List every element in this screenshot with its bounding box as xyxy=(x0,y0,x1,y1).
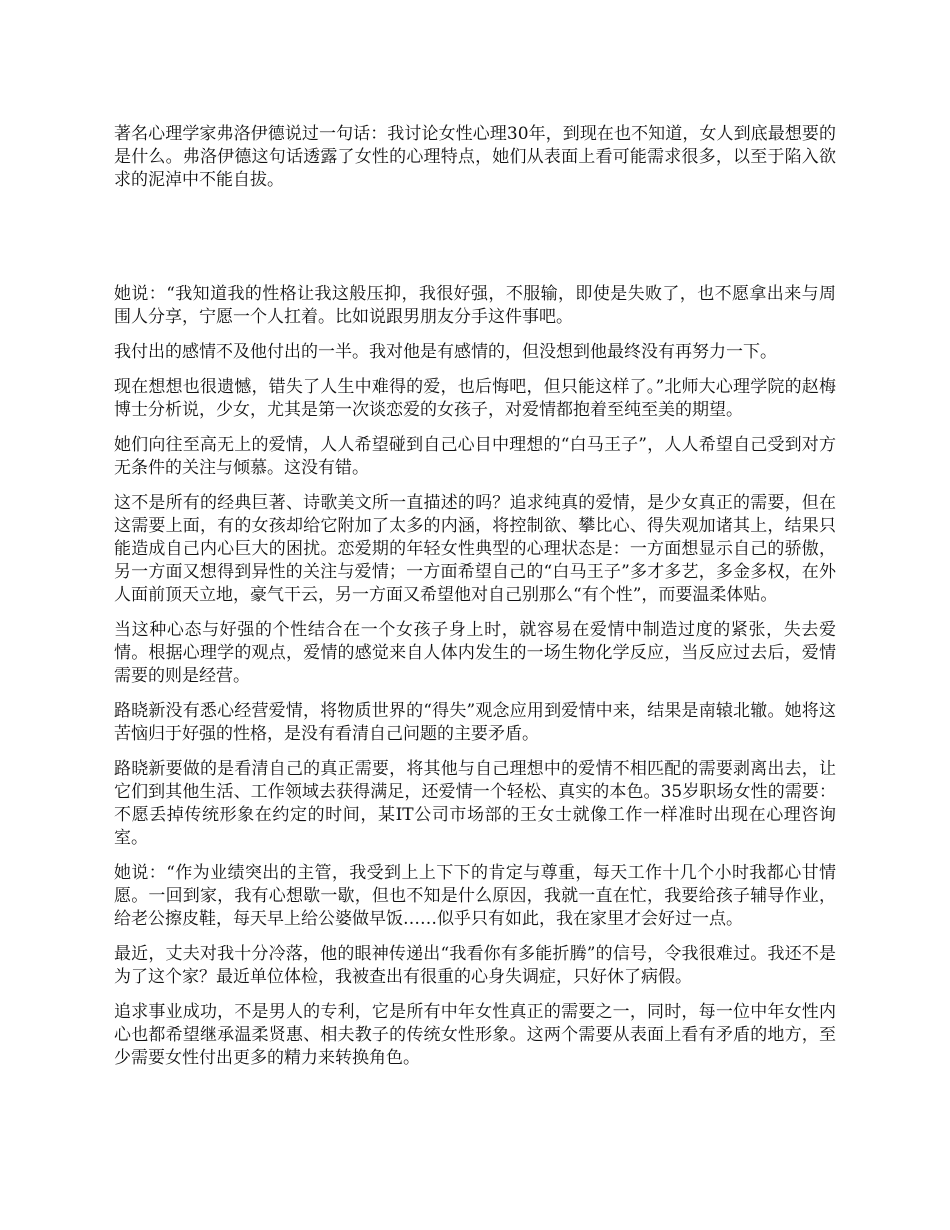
paragraph: 她说：“我知道我的性格让我这般压抑，我很好强，不服输，即使是失败了，也不愿拿出来与周围人分享，宁愿一个人扛着。比如说跟男朋友分手这件事吧。 xyxy=(114,284,836,327)
paragraph-intro: 著名心理学家弗洛伊德说过一句话：我讨论女性心理30年，到现在也不知道，女人到底最想要的是什么。弗洛伊德这句话透露了女性的心理特点，她们从表面上看可能需求很多，以至于陷入欲求的泥淖中不能自拔。 xyxy=(114,124,836,190)
paragraph: 路晓新要做的是看清自己的真正需要，将其他与自己理想中的爱情不相匹配的需要剥离出去，让它们到其他生活、工作领域去获得满足，还爱情一个轻松、真实的本色。35岁职场女性的需要：不愿丢掉传统形象在约定的时间，某IT公司市场部的王女士就像工作一样准时出现在心理咨询室。 xyxy=(114,759,836,848)
paragraph: 当这种心态与好强的个性结合在一个女孩子身上时，就容易在爱情中制造过度的紧张，失去爱情。根据心理学的观点，爱情的感觉来自人体内发生的一场生物化学反应，当反应过去后，爱情需要的则是经营。 xyxy=(114,620,836,686)
paragraph: 她说：“作为业绩突出的主管，我受到上上下下的肯定与尊重，每天工作十几个小时我都心甘情愿。一回到家，我有心想歇一歇，但也不知是什么原因，我就一直在忙，我要给孩子辅导作业，给老公擦皮鞋，每天早上给公婆做早饭……似乎只有如此，我在家里才会好过一点。 xyxy=(114,863,836,929)
article-body xyxy=(114,123,836,1082)
paragraph: 最近，丈夫对我十分冷落，他的眼神传递出“我看你有多能折腾”的信号，令我很难过。我还不是为了这个家？最近单位体检，我被查出有很重的心身失调症，只好休了病假。 xyxy=(114,944,836,987)
paragraph: 这不是所有的经典巨著、诗歌美文所一直描述的吗？追求纯真的爱情，是少女真正的需要，但在这需要上面，有的女孩却给它附加了太多的内涵，将控制欲、攀比心、得失观加诸其上，结果只能造成自己内心巨大的困扰。恋爱期的年轻女性典型的心理状态是：一方面想显示自己的骄傲，另一方面又想得到异性的关注与爱情；一方面希望自己的“白马王子”多才多艺，多金多权，在外人面前顶天立地，豪气干云，另一方面又希望他对自己别那么“有个性”，而要温柔体贴。 xyxy=(114,493,836,605)
paragraph: 现在想想也很遗憾，错失了人生中难得的爱，也后悔吧，但只能这样了。”北师大心理学院的赵梅博士分析说，少女，尤其是第一次谈恋爱的女孩子，对爱情都抱着至纯至美的期望。 xyxy=(114,377,836,420)
paragraph: 我付出的感情不及他付出的一半。我对他是有感情的，但没想到他最终没有再努力一下。 xyxy=(114,342,777,362)
paragraph: 她们向往至高无上的爱情，人人希望碰到自己心目中理想的“白马王子”，人人希望自己受到对方无条件的关注与倾慕。这没有错。 xyxy=(114,435,836,478)
section-gap xyxy=(114,192,836,283)
paragraph: 追求事业成功，不是男人的专利，它是所有中年女性真正的需要之一，同时，每一位中年女性内心也都希望继承温柔贤惠、相夫教子的传统女性形象。这两个需要从表面上看有矛盾的地方，至少需要女性付出更多的精力来转换角色。 xyxy=(114,1002,836,1068)
paragraph: 路晓新没有悉心经营爱情，将物质世界的“得失”观念应用到爱情中来，结果是南辕北辙。她将这苦恼归于好强的性格，是没有看清自己问题的主要矛盾。 xyxy=(114,701,836,744)
